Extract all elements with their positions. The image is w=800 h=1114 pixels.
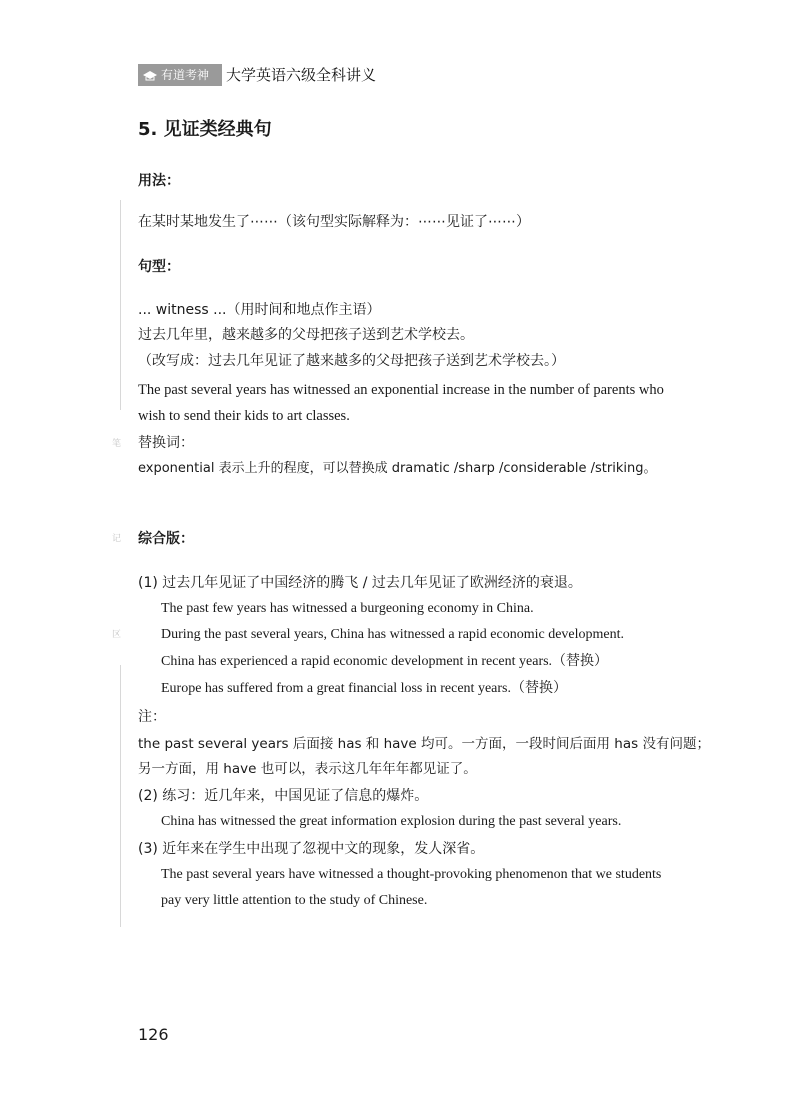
pattern-line: wish to send their kids to art classes. — [138, 408, 350, 424]
synonym-text: exponential 表示上升的程度，可以替换成 dramatic /sharp /considerable /striking。 — [138, 461, 657, 476]
pattern-line: 过去几年里，越来越多的父母把孩子送到艺术学校去。 — [138, 327, 474, 343]
pattern-line: ... witness ...（用时间和地点作主语） — [138, 302, 381, 318]
item-1-line: China has experienced a rapid economic development in recent years.（替换） — [161, 654, 609, 669]
section-title: 5. 见证类经典句 — [138, 119, 272, 140]
margin-label-record: 记 — [112, 534, 122, 544]
item-1: (1) 过去几年见证了中国经济的腾飞 / 过去几年见证了欧洲经济的衰退。 — [138, 575, 582, 591]
hat-logo-icon — [142, 69, 158, 81]
item-2: (2) 练习：近几年来，中国见证了信息的爆炸。 — [138, 788, 429, 804]
item-2-line: China has witnessed the great information explosion during the past several years. — [161, 814, 622, 829]
item-3: (3) 近年来在学生中出现了忽视中文的现象，发人深省。 — [138, 841, 485, 857]
note-line: 另一方面，用 have 也可以，表示这几年年年都见证了。 — [138, 761, 477, 777]
pattern-line: The past several years has witnessed an exponential increase in the number of parents who — [138, 382, 664, 398]
item-3-line: The past several years have witnessed a thought-provoking phenomenon that we students — [161, 867, 662, 882]
header-title: 大学英语六级全科讲义 — [226, 66, 377, 84]
usage-heading: 用法： — [138, 173, 180, 189]
comprehensive-heading: 综合版： — [138, 531, 194, 547]
usage-text: 在某时某地发生了⋯⋯（该句型实际解释为：⋯⋯见证了⋯⋯） — [138, 214, 530, 230]
margin-rule-top — [120, 200, 121, 410]
item-1-line: Europe has suffered from a great financial loss in recent years.（替换） — [161, 681, 567, 696]
item-3-line: pay very little attention to the study of Chinese. — [161, 893, 428, 908]
pattern-line: （改写成：过去几年见证了越来越多的父母把孩子送到艺术学校去。） — [138, 353, 565, 369]
note-label: 注： — [138, 709, 166, 725]
header-badge-text: 有道考神 — [161, 68, 210, 82]
pattern-heading: 句型： — [138, 259, 180, 275]
page-number: 126 — [138, 1025, 169, 1044]
item-1-line: During the past several years, China has witnessed a rapid economic development. — [161, 627, 625, 642]
synonym-heading: 替换词： — [138, 435, 194, 451]
margin-rule-bottom — [120, 665, 121, 927]
item-1-line: The past few years has witnessed a burgeoning economy in China. — [161, 601, 534, 616]
header-badge — [138, 64, 222, 86]
note-line: the past several years 后面接 has 和 have 均可。一方面，一段时间后面用 has 没有问题； — [138, 736, 710, 752]
margin-label-notes: 笔 — [112, 439, 122, 449]
margin-label-area: 区 — [112, 630, 122, 640]
